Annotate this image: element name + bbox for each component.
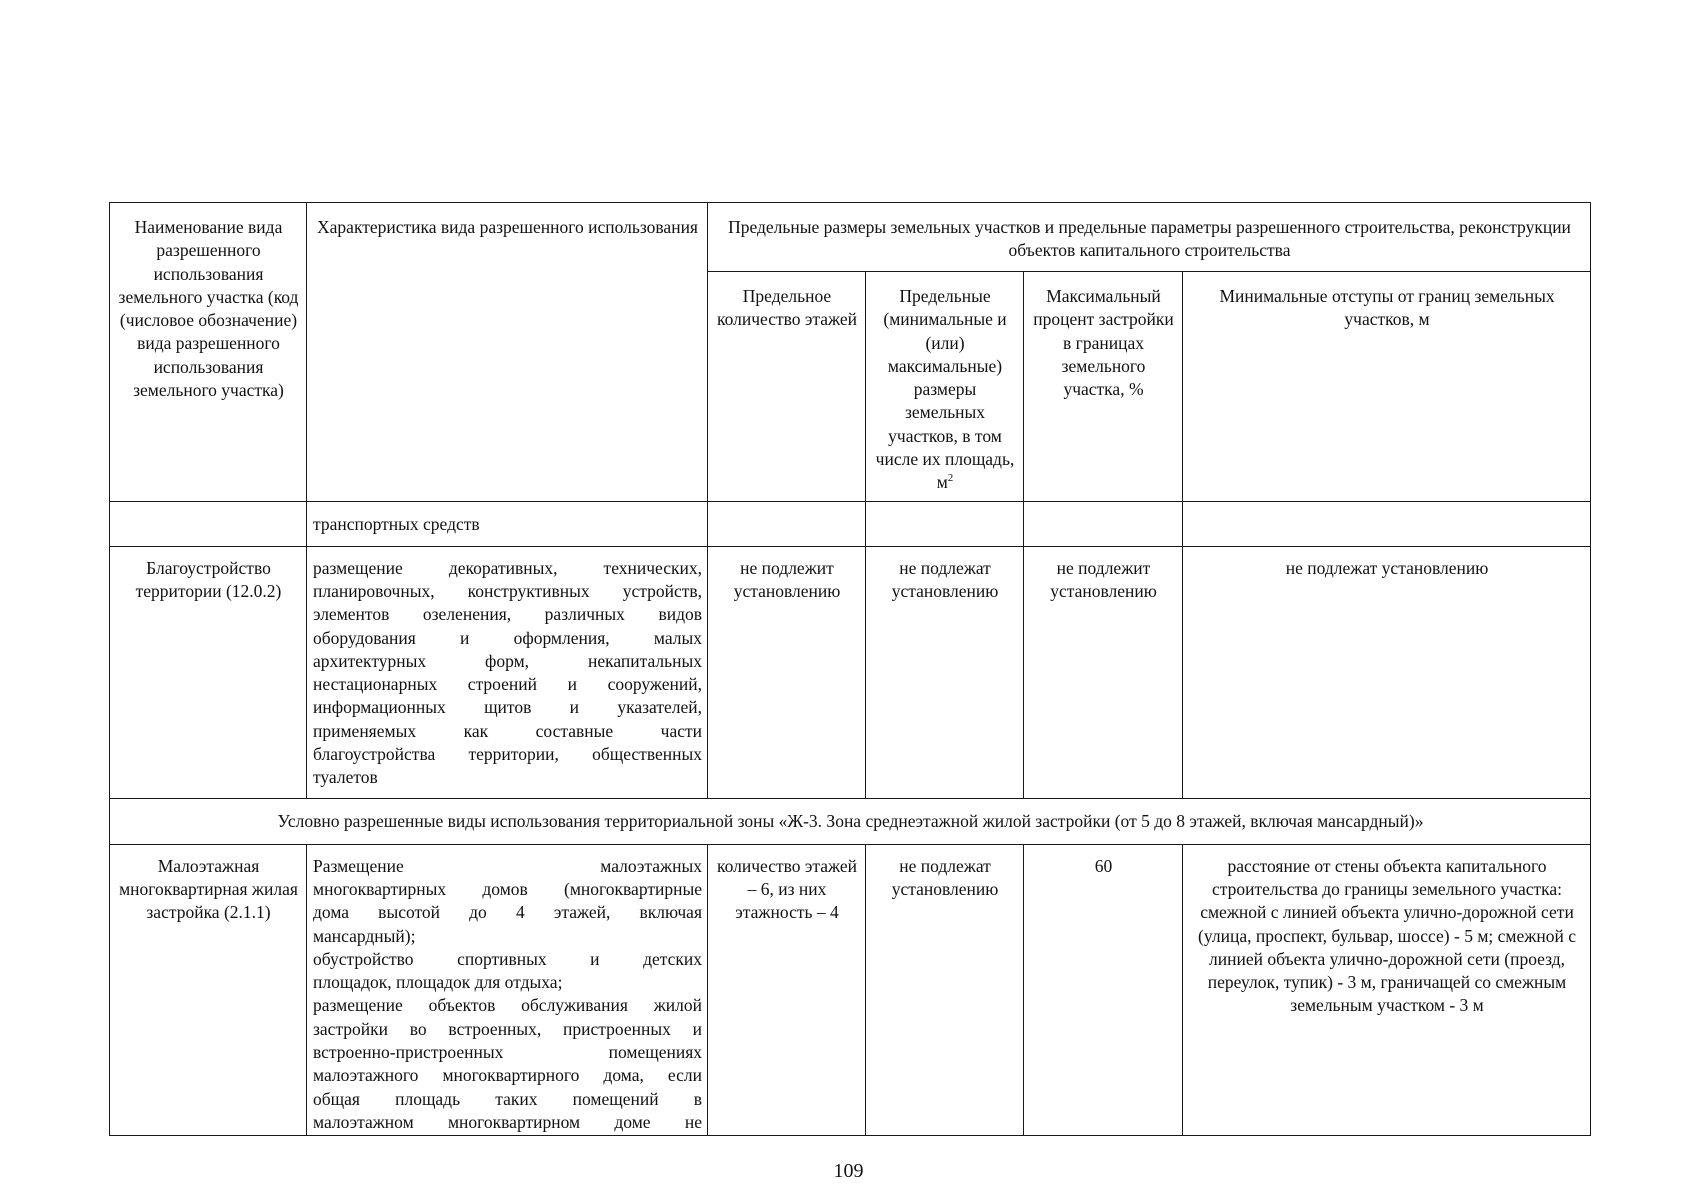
cell-floors-text: не подлежит установлению: [733, 557, 841, 601]
cell-setbacks-text: не подлежат установлению: [1285, 557, 1489, 578]
header-plot-sizes: [866, 272, 1024, 502]
cell-percent: [1024, 546, 1183, 798]
header-setbacks: [1183, 272, 1591, 502]
cell-name: [110, 546, 307, 798]
characteristic-line: многоквартирных домов (многоквартирные: [313, 878, 702, 899]
header-land-use-name: [110, 203, 307, 502]
cell-sizes-text: не подлежат установлению: [891, 557, 999, 601]
cell-floors: [708, 501, 866, 546]
cell-name: [110, 844, 307, 1135]
characteristic-line: благоустройства территории, общественных: [313, 744, 702, 765]
cell-characteristic: [307, 501, 708, 546]
characteristic-line: мансардный);: [313, 925, 416, 946]
characteristic-line: планировочных, конструктивных устройств,: [313, 580, 702, 601]
table-row: [110, 844, 1591, 1135]
header-floors-text: Предельное количество этажей: [716, 286, 858, 330]
cell-setbacks: [1183, 546, 1591, 798]
characteristic-line: дома высотой до 4 этажей, включая: [313, 902, 702, 923]
header-characteristic-text: Характеристика вида разрешенного использования: [317, 217, 698, 237]
section-heading-text: Условно разрешенные виды использования территориальной зоны «Ж-3. Зона среднеэтажной жилой застройки (от 5 до 8 этажей, включая мансардный)»: [277, 810, 1424, 831]
cell-setbacks: [1183, 501, 1591, 546]
header-max-percent-text: Максимальный процент застройки в границах земельного участка, %: [1033, 286, 1174, 400]
characteristic-line: площадок, площадок для отдыха;: [313, 972, 563, 993]
characteristic-line: обустройство спортивных и детских: [313, 948, 702, 969]
characteristic-line: элементов озеленения, различных видов: [313, 604, 702, 625]
cell-setbacks-text: расстояние от стены объекта капитального строительства до границы земельного участка: смежной с линией объекта улично-дорожной сети (улица, проспект, бульвар, шоссе) - 5 м; смежной с линией объекта улично-дорожной сети (проезд, переулок, тупик) - 3 м, граничащей со смежным земельным участком - 3 м: [1198, 855, 1576, 1016]
cell-characteristic: [307, 844, 708, 1135]
header-land-use-name-text: Наименование вида разрешенного использования земельного участка (код (числовое обозначение) вида разрешенного использования земельного участка): [118, 217, 299, 401]
cell-sizes-text: не подлежат установлению: [891, 855, 999, 899]
table-header-row: [110, 203, 1591, 272]
cell-percent: [1024, 501, 1183, 546]
characteristic-line: информационных щитов и указателей,: [313, 697, 702, 718]
cell-setbacks: [1183, 844, 1591, 1135]
characteristic-line: применяемых как составные части: [313, 720, 702, 741]
page-number: 109: [833, 1160, 864, 1182]
cell-name-text: Благоустройство территории (12.0.2): [135, 557, 282, 601]
characteristic-line: размещение декоративных, технических,: [313, 557, 702, 578]
characteristic-line: общая площадь таких помещений в: [313, 1088, 702, 1109]
header-floors: [708, 272, 866, 502]
section-heading: [110, 798, 1591, 844]
characteristic-line: архитектурных форм, некапитальных: [313, 650, 702, 671]
section-row: [110, 798, 1591, 844]
characteristic-line: застройки во встроенных, пристроенных и: [313, 1018, 702, 1039]
cell-floors: [708, 546, 866, 798]
header-characteristic: [307, 203, 708, 502]
header-plot-sizes-text: Предельные (минимальные и (или) максимальные) размеры земельных участков, в том числе их площадь, м: [875, 286, 1015, 493]
cell-floors: [708, 844, 866, 1135]
characteristic-line: малоэтажного многоквартирного дома, если: [313, 1065, 702, 1086]
characteristic-line: нестационарных строений и сооружений,: [313, 674, 702, 695]
header-setbacks-text: Минимальные отступы от границ земельных участков, м: [1219, 286, 1555, 330]
cell-sizes: [866, 844, 1024, 1135]
characteristic-line: размещение объектов обслуживания жилой: [313, 995, 702, 1016]
characteristic-line: Размещение малоэтажных: [313, 855, 702, 876]
cell-percent-text: не подлежит установлению: [1050, 557, 1157, 601]
cell-sizes: [866, 501, 1024, 546]
characteristic-line: туалетов: [313, 767, 378, 788]
cell-sizes: [866, 546, 1024, 798]
table-row: [110, 501, 1591, 546]
characteristic-line: оборудования и оформления, малых: [313, 627, 702, 648]
cell-name-text: Малоэтажная многоквартирная жилая застройка (2.1.1): [119, 855, 298, 923]
table-row: [110, 546, 1591, 798]
cell-floors-text: количество этажей – 6, из них этажность – 4: [716, 855, 858, 923]
header-limits-group-text: Предельные размеры земельных участков и предельные параметры разрешенного строительства, реконструкции объектов капитального строительства: [728, 217, 1571, 261]
cell-characteristic: [307, 546, 708, 798]
cell-percent: [1024, 844, 1183, 1135]
characteristic-line: малоэтажном многоквартирном доме не: [313, 1111, 702, 1132]
cell-percent-text: 60: [1094, 855, 1113, 876]
square-superscript: 2: [947, 472, 954, 485]
header-limits-group: [708, 203, 1591, 272]
header-max-percent: [1024, 272, 1183, 502]
land-use-table: [109, 202, 1591, 1136]
cell-name: [110, 501, 307, 546]
characteristic-line: встроенно-пристроенных помещениях: [313, 1042, 702, 1063]
cell-characteristic-text: транспортных средств: [313, 513, 480, 534]
